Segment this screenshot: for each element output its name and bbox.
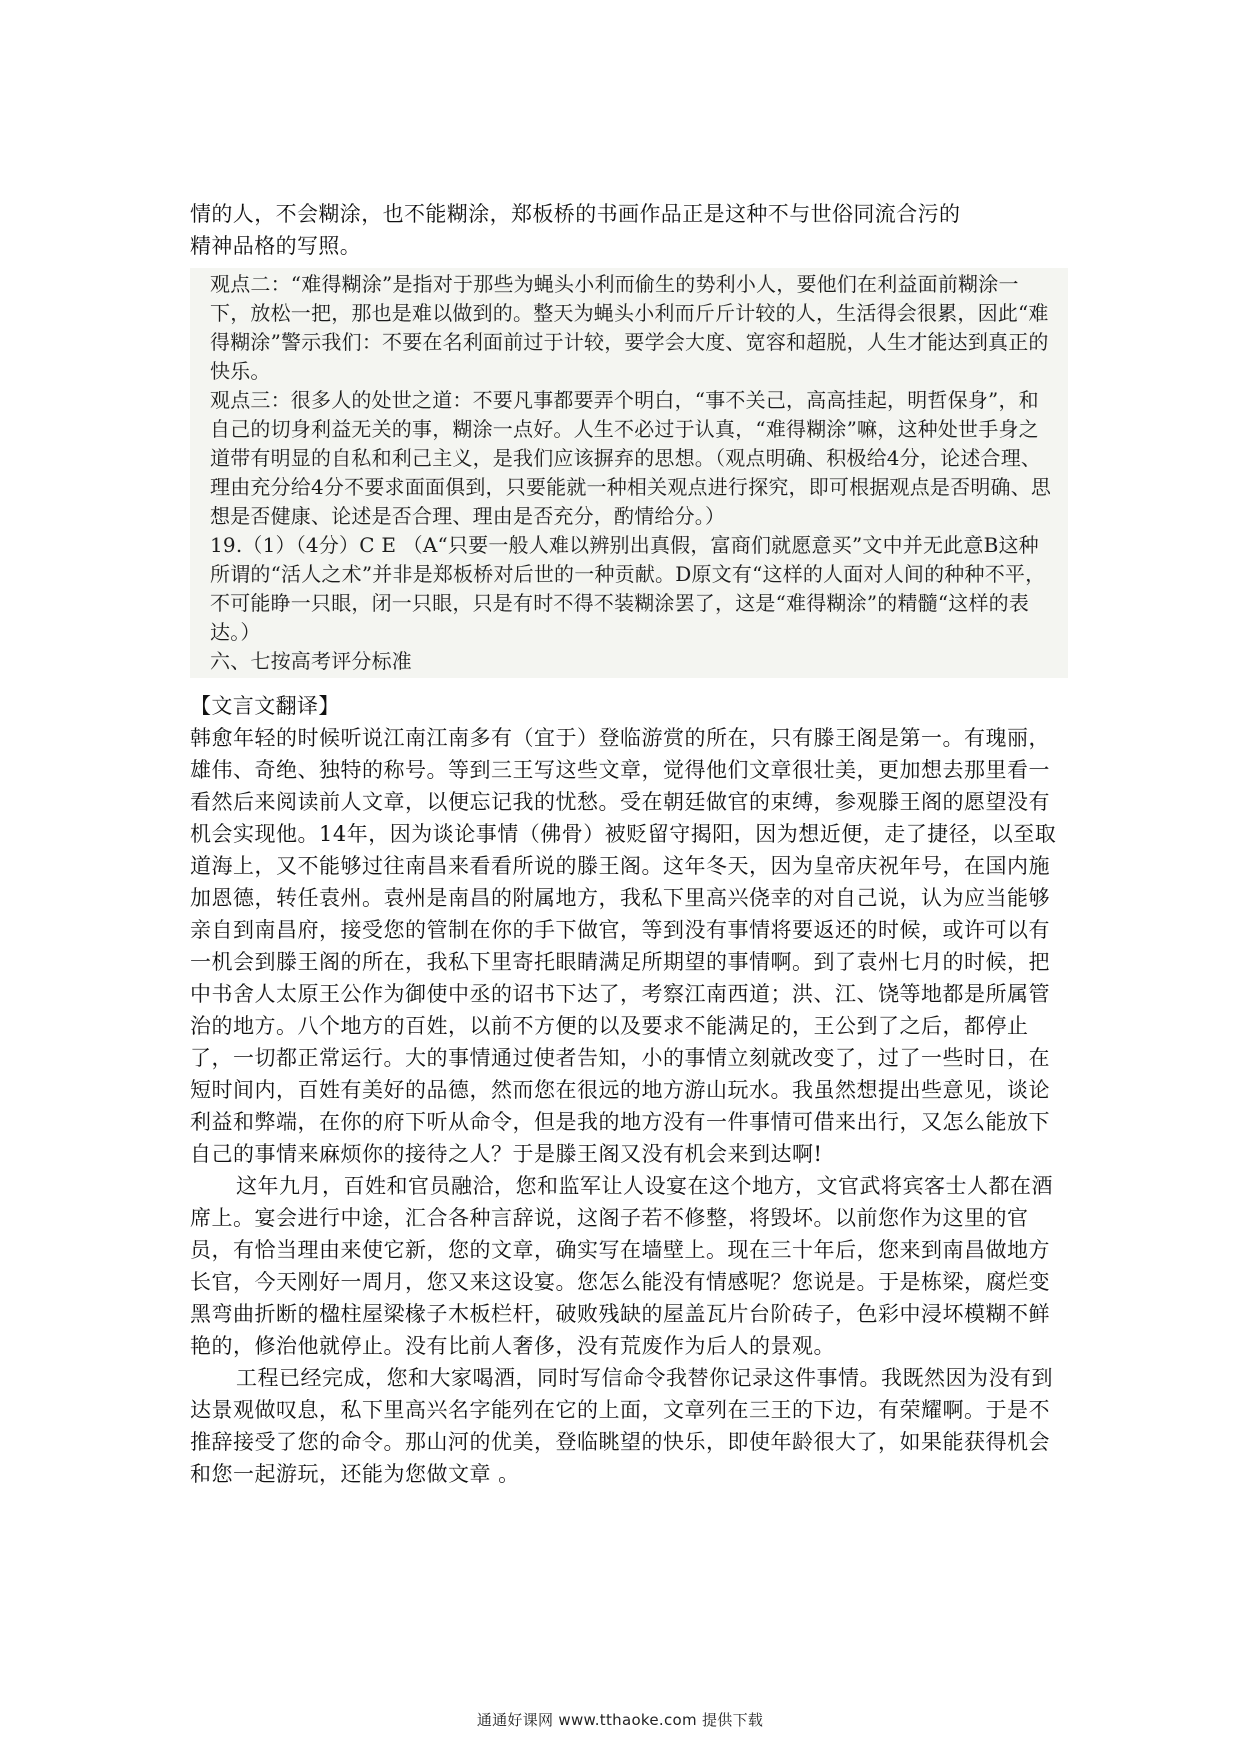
translation-paragraph-2: 这年九月，百姓和官员融洽，您和监军让人设宴在这个地方，文官武将宾客士人都在酒席上。宴会进行中途，汇合各种言辞说，这阁子若不修整，将毁坏。以前您作为这里的官员，有恰当理由来使它新，您的文章，确实写在墙壁上。现在三十年后，您来到南昌做地方长官，今天刚好一周月，您又来这设宴。您怎么能没有情感呢？您说是。于是栋梁，腐烂变黑弯曲折断的楹柱屋梁椽子木板栏杆，破败残缺的屋盖瓦片台阶砖子，色彩中浸坏模糊不鲜艳的，修治他就停止。没有比前人奢侈，没有荒废作为后人的景观。 bbox=[190, 1174, 1053, 1358]
translation-paragraph-1: 韩愈年轻的时候听说江南江南多有（宜于）登临游赏的所在，只有滕王阁是第一。有瑰丽，雄伟、奇绝、独特的称号。等到三王写这些文章，觉得他们文章很壮美，更加想去那里看一看然后来阅读前人文章，以便忘记我的忧愁。受在朝廷做官的束缚，参观滕王阁的愿望没有机会实现他。14年，因为谈论事情（佛骨）被贬留守揭阳，因为想近便，走了捷径，以至取道海上，又不能够过往南昌来看看所说的滕王阁。这年冬天，因为皇帝庆祝年号，在国内施加恩德，转任袁州。袁州是南昌的附属地方，我私下里高兴侥幸的对自己说，认为应当能够亲自到南昌府，接受您的管制在你的手下做官，等到没有事情将要返还的时候，或许可以有一机会到滕王阁的所在，我私下里寄托眼睛满足所期望的事情啊。到了袁州七月的时候，把中书舍人太原王公作为御使中丞的诏书下达了，考察江南西道；洪、江、饶等地都是所属管治的地方。八个地方的百姓，以前不方便的以及要求不能满足的，王公到了之后，都停止了，一切都正常运行。大的事情通过使者告知，小的事情立刻就改变了，过了一些时日，在短时间内，百姓有美好的品德，然而您在很远的地方游山玩水。我虽然想提出些意见，谈论利益和弊端，在你的府下听从命令，但是我的地方没有一件事情可借来出行，又怎么能放下自己的事情来麻烦你的接待之人？于是滕王阁又没有机会来到达啊! bbox=[190, 726, 1057, 1166]
question-19-answer: 19.（1）（4分）C E （A“只要一般人难以辨别出真假，富商们就愿意买”文中并无此意B这种所谓的“活人之术”并非是郑板桥对后世的一种贡献。D原文有“这样的人面对人间的种种不平，不可能睁一只眼，闭一只眼，只是有时不得不装糊涂罢了，这是“难得糊涂”的精髓“这样的表达。） bbox=[210, 533, 1046, 644]
classical-translation bbox=[190, 722, 1064, 1490]
continued-answer-text bbox=[190, 198, 1060, 262]
section-six-seven-note: 六、七按高考评分标准 bbox=[210, 649, 412, 673]
continued-line-1: 情的人，不会糊涂，也不能糊涂，郑板桥的书画作品正是这种不与世俗同流合污的 bbox=[190, 202, 961, 226]
translation-paragraph-3: 工程已经完成，您和大家喝酒，同时写信命令我替你记录这件事情。我既然因为没有到达景观做叹息，私下里高兴名字能列在它的上面，文章列在三王的下边，有荣耀啊。于是不推辞接受了您的命令。那山河的优美，登临眺望的快乐，即使年龄很大了，如果能获得机会和您一起游玩，还能为您做文章 。 bbox=[190, 1366, 1053, 1486]
viewpoint-three: 观点三：很多人的处世之道：不要凡事都要弄个明白，“事不关己，高高挂起，明哲保身”，和自己的切身利益无关的事，糊涂一点好。人生不必过于认真，“难得糊涂”嘛，这种处世手身之道带有明显的自私和利己主义，是我们应该摒弃的思想。（观点明确、积极给4分，论述合理、理由充分给4分不要求面面俱到，只要能就一种相关观点进行探究，即可根据观点是否明确、思想是否健康、论述是否合理、理由是否充分，酌情给分。） bbox=[210, 388, 1052, 528]
section-heading: 【文言文翻译】 bbox=[190, 694, 340, 718]
continued-line-2: 精神品格的写照。 bbox=[190, 234, 362, 258]
viewpoint-two: 观点二：“难得糊涂”是指对于那些为蝇头小利而偷生的势利小人，要他们在利益面前糊涂一下，放松一把，那也是难以做到的。整天为蝇头小利而斤斤计较的人，生活得会很累，因此“难得糊涂”警示我们：不要在名利面前过于计较，要学会大度、宽容和超脱，人生才能达到真正的快乐。 bbox=[210, 272, 1049, 383]
scanned-answer-image bbox=[190, 268, 1068, 678]
page-footer: 通通好课网 www.tthaoke.com 提供下载 bbox=[476, 1711, 764, 1729]
